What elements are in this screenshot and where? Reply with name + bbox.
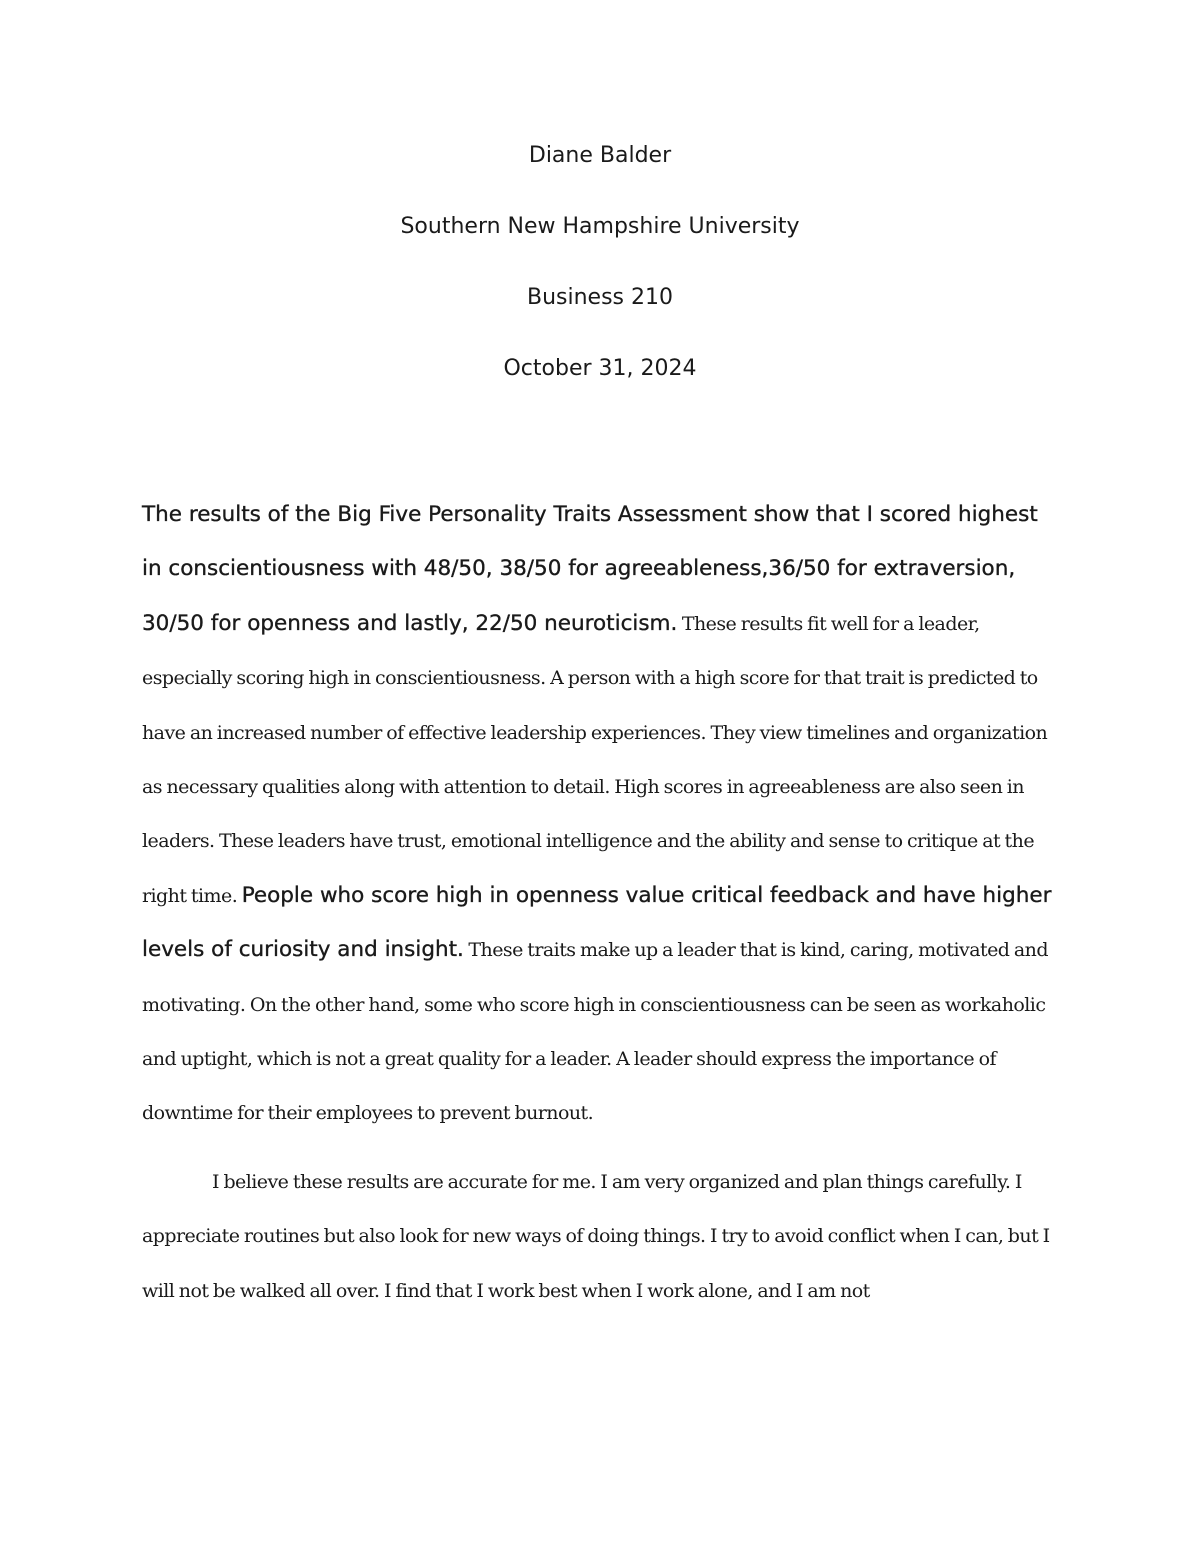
paragraph-1: [142, 488, 1062, 1141]
institution-name: Southern New Hampshire University: [400, 214, 800, 239]
title-page-block: [0, 138, 1200, 422]
paragraph-1-text-b: These traits make up a leader that is kind, caring, motivated and motivating. On the other hand, some who score high in conscientiousness can be seen as workaholic and uptight, which is not a great quality for a leader. A leader should express the importance of downtime for their employees to prevent burnout.: [142, 939, 1048, 1125]
essay-body: [142, 488, 1062, 1318]
results-summary-sentence: The results of the Big Five Personality Traits Assessment show that I scored highest in conscientiousness with 48/50, 38/50 for agreeableness,36/50 for extraversion, 30/50 for openness and lastly, 22/50 neuroticism.: [142, 502, 1038, 636]
openness-sentence: People who score high in openness value critical feedback and have higher levels of curiosity and insight.: [142, 882, 1052, 963]
paragraph-2: I believe these results are accurate for me. I am very organized and plan things carefully. I appreciate routines but also look for new ways of doing things. I try to avoid conflict when I can, but I will not be walked all over. I find that I work best when I work alone, and I am not: [142, 1170, 1050, 1302]
document-date: October 31, 2024: [503, 356, 697, 381]
author-name: Diane Balder: [528, 143, 672, 168]
paragraph-1-text-a: These results fit well for a leader, especially scoring high in conscientiousness. A person with a high score for that trait is predicted to have an increased number of effective leadership experiences. They view timelines and organization as necessary qualities along with attention to detail. High scores in agreeableness are also seen in leaders. These leaders have trust, emotional intelligence and the ability and sense to critique at the right time.: [142, 612, 1048, 907]
course-name: Business 210: [527, 285, 673, 310]
